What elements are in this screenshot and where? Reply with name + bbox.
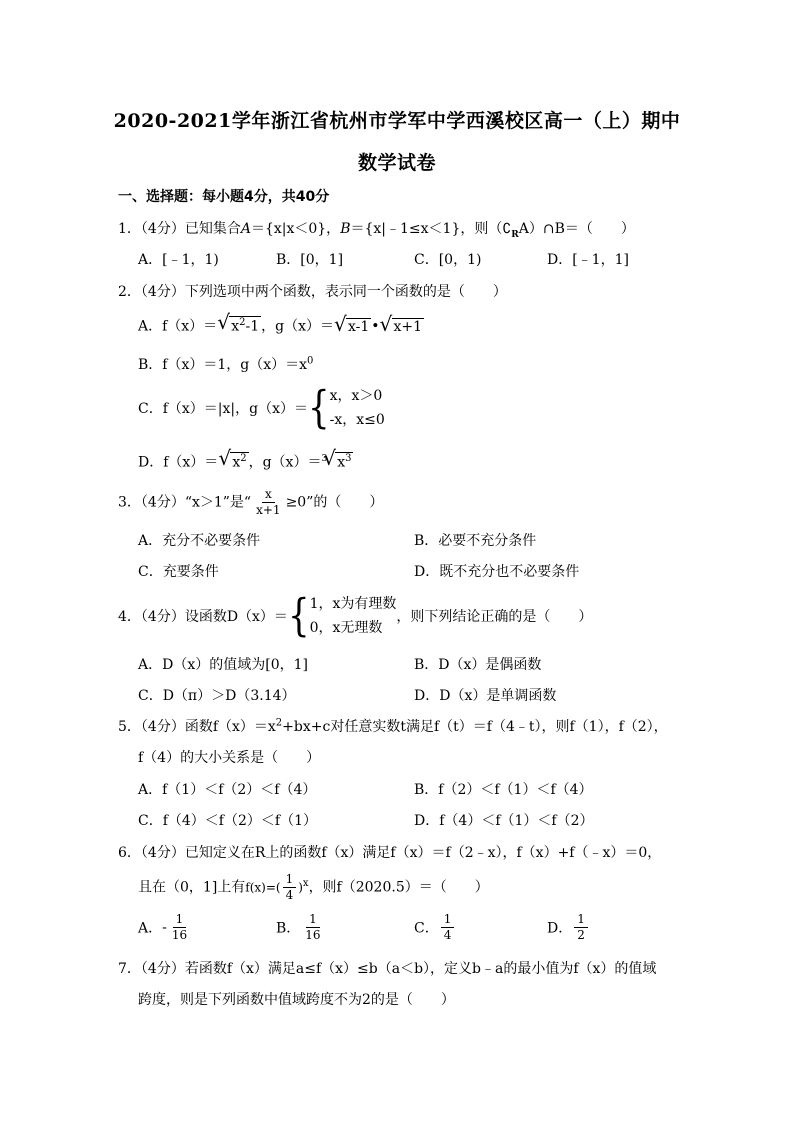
q2a-dot: • [371, 318, 380, 335]
q4-option-b: B．D（x）是偶函数 [414, 657, 542, 673]
q2a-exp: 2 [239, 317, 246, 328]
q6-exp: x [302, 877, 309, 889]
q2d-radicand-2: x [337, 454, 346, 471]
q6b-fraction [302, 912, 323, 943]
question-7: 7．（4分）若函数f（x）满足a≤f（x）≤b（a＜b），定义b﹣a的最小值为f（x）的值域 [118, 961, 657, 977]
q1-set-a-def: ＝{x|x＜0}， [250, 221, 341, 237]
q6c-label: C． [414, 920, 439, 937]
q6-line2 [138, 872, 489, 903]
q2d-mid: ，g（x）＝ [248, 454, 322, 471]
q1-set-a: A [240, 221, 251, 237]
q7-line2: 跨度，则是下列函数中值域跨度不为2的是（ ） [138, 992, 455, 1008]
q6d-den: 2 [577, 928, 585, 942]
q2-option-a [138, 314, 424, 336]
q6d-fraction [574, 912, 588, 943]
q3-post: ≥0”的（ ） [285, 494, 384, 511]
q5-option-c: C．f（4）＜f（2）＜f（1） [138, 813, 317, 829]
q6c-num: 1 [441, 912, 455, 928]
q5-option-a: A．f（1）＜f（2）＜f（4） [138, 782, 317, 798]
q4-cases [310, 592, 397, 640]
question-4 [118, 592, 592, 640]
q6c-den: 4 [443, 928, 452, 942]
q2-option-d [138, 450, 353, 472]
section-heading: 一、选择题：每小题4分，共40分 [118, 189, 330, 205]
q6-denominator: 4 [285, 888, 294, 902]
q4-option-d: D．D（x）是单调函数 [414, 688, 557, 704]
q1-stem-end: A）∩B＝（ ） [518, 221, 635, 237]
exam-title-line2: 数学试卷 [357, 152, 436, 174]
exam-title-line1: 2020-2021学年浙江省杭州市学军中学西溪校区高一（上）期中 [113, 110, 681, 132]
q5-line1-pre: 5．（4分）函数f（x）＝x [118, 719, 276, 735]
q6c-fraction [441, 912, 455, 943]
q6-line2-pre: 且在（0，1]上有 [138, 879, 246, 896]
q2-option-b [138, 354, 313, 374]
q5-exp: 2 [275, 717, 283, 729]
q1-option-a: A．[﹣1，1) [138, 252, 219, 268]
q6-option-b [276, 912, 326, 943]
q6-numerator: 1 [283, 872, 297, 888]
q5-line1-post: +bx+c对任意实数t满足f（t）＝f（4﹣t），则f（1），f（2）， [282, 719, 668, 735]
q2c-case-2: -x，x≤0 [329, 412, 385, 428]
sqrt-symbol [334, 316, 371, 335]
question-1 [118, 218, 635, 240]
q6-fraction [283, 872, 297, 903]
question-5 [118, 716, 668, 736]
q3-pre: 3．（4分）“x＞1”是“ [118, 494, 252, 511]
sqrt-symbol [217, 314, 261, 335]
q3-option-b: B．必要不充分条件 [414, 533, 537, 549]
q4-case-2: 0，x无理数 [309, 620, 383, 636]
q2c-text: C．f（x）＝|x|，g（x）＝ [138, 401, 308, 417]
q3-numerator: x [262, 487, 275, 503]
q6-option-a [138, 912, 192, 943]
q1-set-b-def: ＝{x|﹣1≤x＜1}，则（∁ [350, 221, 512, 237]
q4-post: ，则下列结论正确的是（ ） [396, 609, 593, 625]
q2d-exp-1: 2 [240, 453, 247, 464]
q2c-cases [330, 384, 385, 432]
q1-option-d: D．[﹣1，1] [547, 252, 629, 268]
q2c-case-1: x，x＞0 [329, 388, 383, 404]
question-3 [118, 487, 383, 518]
q3-denominator: x+1 [256, 503, 281, 517]
q1-stem-start: 1．（4分）已知集合 [118, 221, 241, 237]
q2d-root-index: 3 [321, 454, 328, 464]
q6-line2-post: ，则f（2020.5）＝（ ） [308, 879, 489, 896]
q3-option-a: A．充分不必要条件 [138, 533, 261, 549]
q3-option-c: C．充要条件 [138, 564, 219, 580]
q3-option-d: D．既不充分也不必要条件 [414, 564, 580, 580]
q2d-lhs: D．f（x）＝ [138, 454, 219, 471]
sqrt-symbol [218, 450, 248, 471]
q6-close-paren: ) [298, 880, 303, 895]
q1-set-b: B [340, 221, 351, 237]
q1-real-subscript: R [511, 229, 519, 240]
q4-option-c: C．D（π）＞D（3.14） [138, 688, 296, 704]
q3-fraction [253, 487, 283, 518]
q6d-label: D． [547, 920, 573, 937]
q6a-den: 16 [171, 928, 188, 942]
q4-option-a: A．D（x）的值域为[0，1] [138, 657, 308, 673]
q6-option-d [547, 912, 590, 943]
q2a-radicand-tail: -1 [245, 318, 260, 335]
q4-case-1: 1，x为有理数 [309, 596, 397, 612]
q6b-num: 1 [306, 912, 320, 928]
q2-option-c [138, 384, 385, 432]
q6-option-c [414, 912, 456, 943]
q5-line2: f（4）的大小关系是（ ） [138, 750, 321, 766]
sqrt-symbol [323, 450, 353, 471]
q2a-radicand-x: x [231, 318, 240, 335]
q6a-num: 1 [173, 912, 187, 928]
q2b-exp: 0 [307, 355, 314, 367]
question-6: 6．（4分）已知定义在R上的函数f（x）满足f（x）＝f（2﹣x），f（x）+f（﹣x）＝0， [118, 845, 662, 861]
q6d-num: 1 [574, 912, 588, 928]
q6a-label: A． [138, 920, 163, 937]
q2b-text: B．f（x）＝1，g（x）＝x [138, 357, 308, 373]
q5-option-b: B．f（2）＜f（1）＜f（4） [414, 782, 593, 798]
q2a-radicand-3: x+1 [393, 318, 423, 335]
q2d-radicand-1: x [232, 454, 241, 471]
left-brace-icon: { [287, 590, 310, 642]
left-brace-icon: { [307, 382, 330, 434]
q4-pre: 4．（4分）设函数D（x）＝ [118, 609, 288, 625]
question-2: 2．（4分）下列选项中两个函数，表示同一个函数的是（ ） [118, 284, 507, 300]
q6-func: f(x)=( [245, 880, 281, 895]
q5-option-d: D．f（4）＜f（1）＜f（2） [414, 813, 594, 829]
q1-option-b: B．[0，1] [276, 252, 344, 268]
q6a-fraction [169, 912, 190, 943]
q1-option-c: C．[0，1) [414, 252, 482, 268]
q6a-sign: - [162, 919, 167, 936]
q2a-mid: ，g（x）＝ [261, 318, 334, 335]
q2d-exp-2: 3 [345, 453, 352, 464]
q6b-label: B． [276, 920, 301, 937]
q6b-den: 16 [305, 928, 321, 942]
sqrt-symbol [380, 316, 425, 335]
q2a-lhs: A．f（x）＝ [138, 318, 218, 335]
q2a-radicand-2: x-1 [347, 318, 370, 335]
